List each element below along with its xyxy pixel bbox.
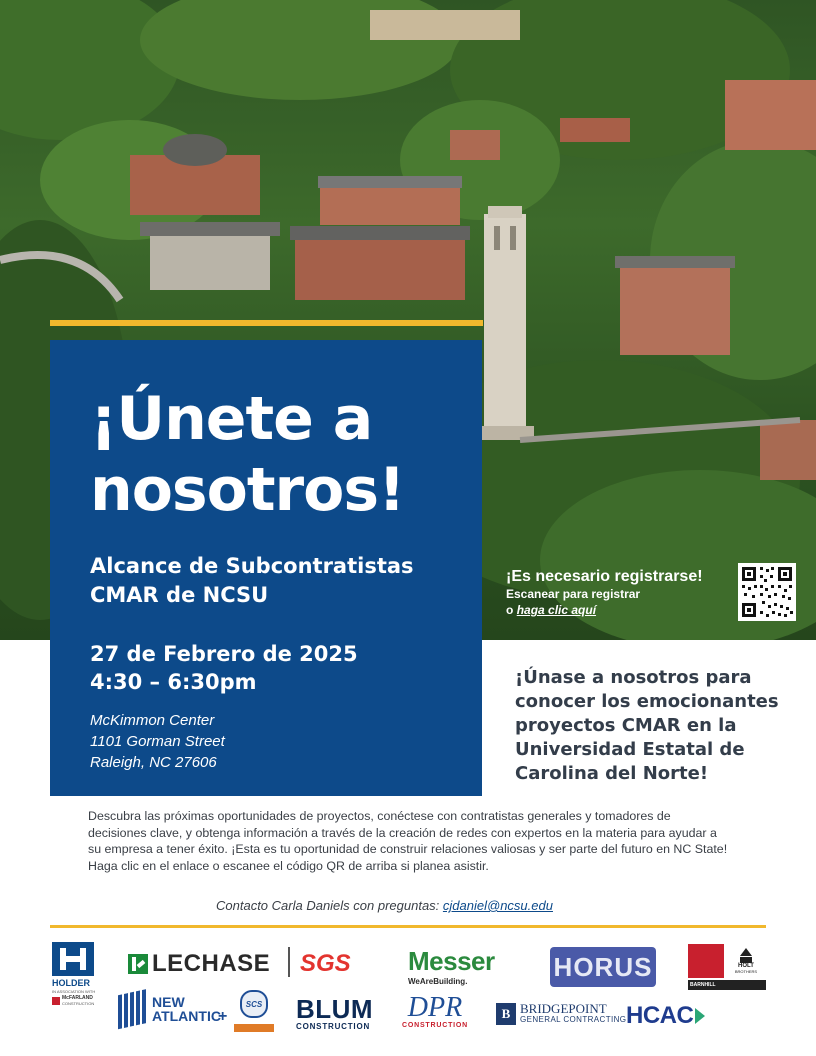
divider bbox=[50, 925, 766, 928]
mcfarland-mark-icon bbox=[52, 997, 60, 1005]
page-title bbox=[90, 384, 470, 526]
venue-name: McKimmon Center bbox=[90, 712, 215, 729]
holder-name: HOLDER bbox=[52, 978, 90, 988]
holder-logo bbox=[52, 942, 100, 1006]
register-link[interactable]: haga clic aquí bbox=[516, 603, 597, 618]
contact-line bbox=[216, 898, 553, 913]
bridgepoint-sub: GENERAL CONTRACTING bbox=[520, 1015, 627, 1025]
hcac-name: HCAC bbox=[626, 1002, 694, 1029]
headline-line-1: ¡Únete a bbox=[90, 384, 373, 454]
holt-sub: BROTHERS bbox=[734, 969, 758, 974]
scs-logo bbox=[234, 990, 274, 1032]
mcfarland-name: McFARLAND bbox=[62, 995, 93, 1001]
mcfarland-sub: CONSTRUCTION bbox=[62, 1001, 95, 1006]
blum-name: BLUM bbox=[296, 994, 374, 1024]
messer-logo bbox=[408, 946, 495, 986]
plus-sign: + bbox=[218, 1008, 228, 1025]
contact-prefix: Contacto Carla Daniels con preguntas: bbox=[216, 898, 440, 913]
registration-link-line bbox=[506, 602, 736, 618]
holder-mark-icon bbox=[52, 942, 94, 976]
holt-mark-icon bbox=[728, 944, 764, 978]
contact-email-link[interactable]: cjdaniel@ncsu.edu bbox=[442, 898, 553, 913]
accent-bar bbox=[50, 320, 483, 326]
new-atlantic-logo bbox=[118, 992, 221, 1026]
or-text: o bbox=[506, 603, 514, 618]
headline-line-2: nosotros! bbox=[90, 454, 405, 525]
horus-name: HORUS bbox=[553, 951, 653, 982]
holt-name: HOLT bbox=[738, 963, 754, 969]
qr-code-icon bbox=[738, 563, 796, 621]
event-description: Descubra las próximas oportunidades de proyectos, conéctese con contratistas generales y tomadores de decisiones clave, y obtenga información a través de la creación de redes con expertos en la materia para ayudar a su empresa a tener éxito. ¡Esta es tu oportunidad de construir relaciones valiosas y ser parte del futuro en NC State! Haga clic en el enlace o escanee el código QR de arriba si planea asistir. bbox=[88, 809, 728, 873]
registration-block bbox=[506, 568, 736, 618]
scs-mark-icon bbox=[240, 990, 268, 1018]
dpr-logo bbox=[402, 994, 468, 1029]
bridgepoint-logo bbox=[496, 1002, 626, 1025]
subtitle-line-1: Alcance de Subcontratistas bbox=[90, 554, 414, 578]
hcac-logo bbox=[626, 1002, 705, 1030]
venue-street: 1101 Gorman Street bbox=[90, 733, 225, 750]
hcac-arrow-icon bbox=[695, 1008, 705, 1024]
sgs-logo: SGS bbox=[300, 950, 351, 977]
event-time: 4:30 – 6:30pm bbox=[90, 670, 257, 695]
barnhill-mark-icon bbox=[688, 944, 724, 978]
event-pitch: ¡Únase a nosotros para conocer los emocionantes proyectos CMAR en la Universidad Estatal de Carolina del Norte! bbox=[515, 667, 779, 785]
scs-bar bbox=[234, 1024, 274, 1032]
horus-logo bbox=[550, 947, 656, 987]
subtitle-line-2: CMAR de NCSU bbox=[90, 583, 269, 608]
event-subtitle bbox=[90, 552, 414, 611]
event-date: 27 de Febrero de 2025 bbox=[90, 642, 358, 666]
dpr-name: DPR bbox=[407, 992, 463, 1023]
new-atlantic-line-2: ATLANTIC bbox=[152, 1008, 221, 1024]
bridgepoint-mark-icon: B bbox=[496, 1003, 516, 1025]
event-datetime bbox=[90, 640, 358, 697]
venue-city: Raleigh, NC 27606 bbox=[90, 754, 217, 771]
new-atlantic-mark-icon bbox=[118, 989, 148, 1029]
scs-name: SCS bbox=[245, 999, 263, 1009]
lechase-name: LECHASE bbox=[152, 950, 271, 977]
scan-instructions: Escanear para registrar bbox=[506, 587, 641, 601]
barnhill-holt-logo bbox=[688, 944, 766, 990]
lechase-mark-icon bbox=[128, 954, 148, 974]
registration-title: ¡Es necesario registrarse! bbox=[506, 568, 703, 585]
holder-assoc: IN ASSOCIATION WITH bbox=[52, 989, 96, 994]
event-card bbox=[50, 340, 482, 796]
dpr-sub: CONSTRUCTION bbox=[402, 1022, 468, 1029]
blum-sub: CONSTRUCTION bbox=[296, 1022, 371, 1031]
messer-name: Messer bbox=[408, 946, 495, 976]
lechase-logo bbox=[128, 950, 270, 978]
barnhill-name: BARNHILL bbox=[690, 982, 716, 988]
blum-logo bbox=[296, 996, 373, 1031]
event-venue bbox=[90, 710, 225, 773]
messer-tagline: WeAreBuilding. bbox=[408, 977, 468, 986]
new-atlantic-line-1: NEW bbox=[152, 994, 185, 1010]
bridgepoint-name: BRIDGEPOINT bbox=[520, 1001, 607, 1016]
logo-separator bbox=[288, 947, 290, 977]
qr-code[interactable] bbox=[738, 563, 796, 621]
